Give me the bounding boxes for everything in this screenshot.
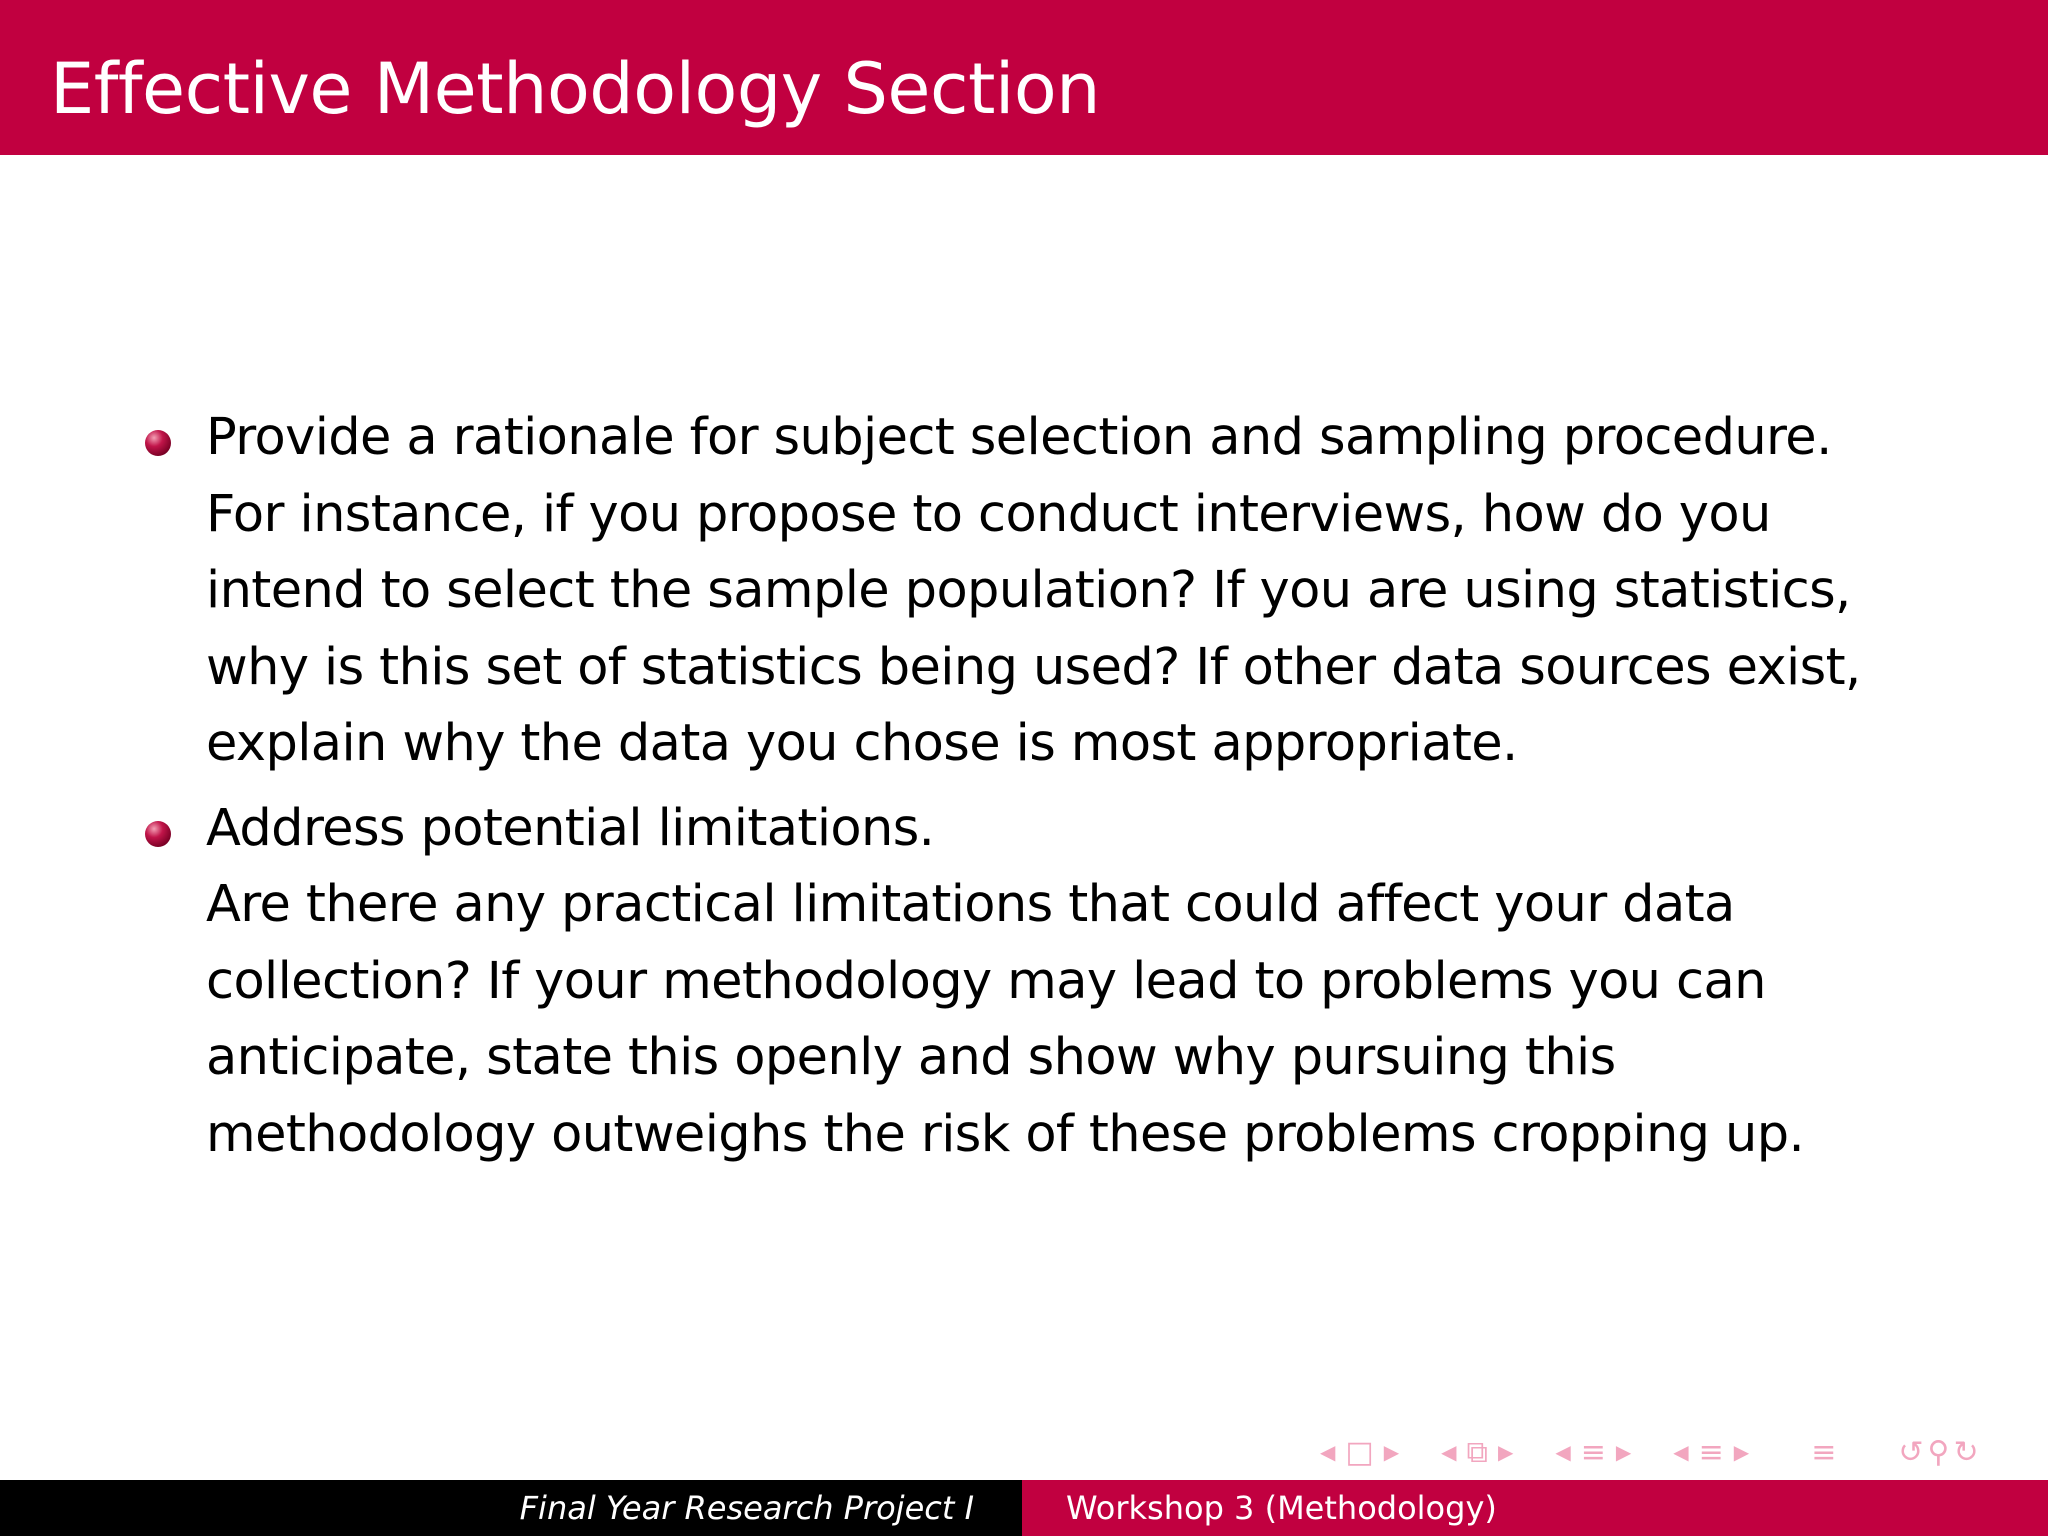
footer-course-title: Final Year Research Project I: [0, 1480, 1022, 1536]
slide-content: [140, 400, 1940, 1181]
prev-subsection-icon[interactable]: ◀: [1441, 1440, 1457, 1464]
subsection-icon[interactable]: ⧉: [1466, 1434, 1488, 1470]
bullet-text-line: For instance, if you propose to conduct interviews, how do you: [206, 484, 1771, 544]
bullet-text-line: methodology outweighs the risk of these problems cropping up.: [206, 1104, 1805, 1164]
search-icon[interactable]: ⚲: [1927, 1434, 1950, 1470]
bullet-text-line: why is this set of statistics being used? If other data sources exist,: [206, 637, 1861, 697]
nav-document-group: [1663, 1435, 1759, 1470]
footer: [0, 1480, 2048, 1536]
navigation-symbols: [1310, 1432, 2001, 1472]
slides-icon[interactable]: ≡: [1698, 1434, 1724, 1470]
frame-icon[interactable]: □: [1345, 1434, 1374, 1470]
next-frame-icon[interactable]: ▶: [1383, 1440, 1400, 1464]
bullet-text-line: Provide a rationale for subject selection and sampling procedure.: [206, 408, 1832, 467]
prev-section-icon[interactable]: ◀: [1555, 1440, 1571, 1464]
nav-subsection-group: [1431, 1435, 1523, 1470]
redo-icon[interactable]: ↻: [1953, 1434, 1979, 1470]
bullet-text-line: Are there any practical limitations that could affect your data: [206, 875, 1735, 934]
nav-tools-group: [1898, 1435, 1978, 1470]
nav-frame-group: [1310, 1435, 1409, 1470]
footer-workshop-title: Workshop 3 (Methodology): [1022, 1480, 2048, 1536]
next-slide-icon[interactable]: ▶: [1733, 1440, 1750, 1464]
section-icon[interactable]: ≡: [1580, 1434, 1606, 1470]
bullet-text-line: Address potential limitations.: [206, 798, 935, 858]
menu-icon[interactable]: ≡: [1811, 1434, 1837, 1470]
next-subsection-icon[interactable]: ▶: [1497, 1440, 1514, 1464]
bullet-icon: [145, 821, 171, 847]
frame-title: Effective Methodology Section: [50, 48, 1101, 130]
undo-icon[interactable]: ↺: [1898, 1434, 1924, 1470]
bullet-text-line: anticipate, state this openly and show why pursuing this: [206, 1028, 1616, 1087]
bullet-item-1: [140, 400, 1940, 783]
bullet-text-line: intend to select the sample population? If you are using statistics,: [206, 561, 1851, 620]
nav-menu-group: [1781, 1435, 1876, 1470]
bullet-text-line: collection? If your methodology may lead to problems you can: [206, 951, 1766, 1011]
bullet-item-2: [140, 791, 1940, 1174]
bullet-text-line: explain why the data you chose is most appropriate.: [206, 714, 1518, 773]
nav-section-group: [1545, 1435, 1641, 1470]
bullet-icon: [145, 430, 171, 456]
prev-frame-icon[interactable]: ◀: [1320, 1440, 1336, 1464]
next-section-icon[interactable]: ▶: [1615, 1440, 1632, 1464]
prev-slide-icon[interactable]: ◀: [1673, 1440, 1689, 1464]
title-bar: [0, 0, 2048, 155]
